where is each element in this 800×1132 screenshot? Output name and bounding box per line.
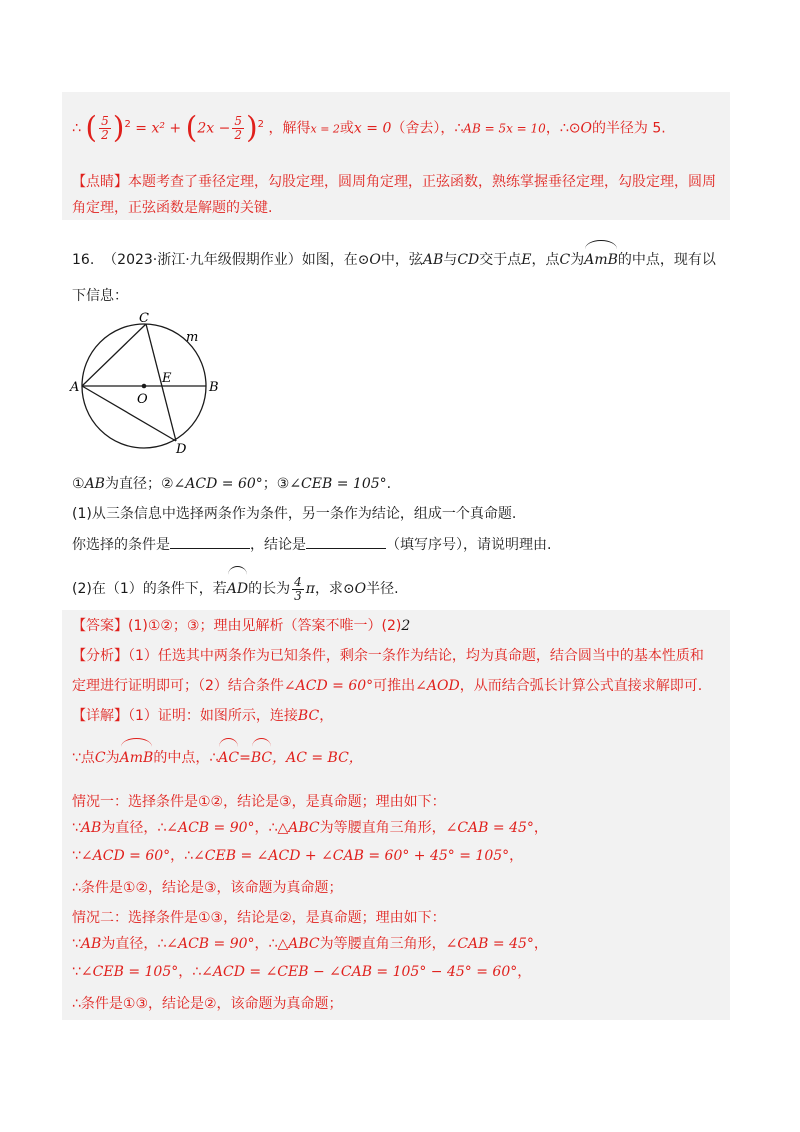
detail-line-2: ∵点C为AmB的中点，∴AC=BC，AC = BC， [72,738,363,772]
segment-ad [82,386,176,441]
case2-line-2: ∵∠CEB = 105°，∴∠ACD = ∠CEB − ∠CAB = 105° − 45° = 60°， [72,964,532,980]
case2-title: 情况二：选择条件是①③，结论是②，是真命题；理由如下： [72,910,446,926]
label-b: B [209,380,219,395]
info-line: ①AB为直径；②∠ACD = 60°；③∠CEB = 105°. [72,476,392,492]
case2-conclusion: ∴条件是①③，结论是②，该命题为真命题； [72,996,343,1012]
segment-ac [82,324,146,386]
chord-cd [146,324,176,441]
comment-line-2: 角定理，正弦函数是解题的关键. [72,200,273,216]
question-2: (2)在（1）的条件下，若AD的长为 $\frac{4}{3}$ π，求⊙O半径. [72,566,399,606]
label-o: O [137,392,148,407]
circle-figure [68,310,228,460]
label-e: E [162,371,172,386]
answer-blank-conclusion[interactable] [306,534,386,549]
label-m: m [186,330,199,345]
case1-conclusion: ∴条件是①②，结论是③，该命题为真命题； [72,880,343,896]
solution-box-main [62,610,730,1020]
analysis-line-2: 定理进行证明即可；（2）结合条件∠ACD = 60°可推出∠AOD，从而结合弧长计算公式直接求解即可. [72,678,703,694]
detail-line-1: 【详解】（1）证明：如图所示，连接BC， [72,708,334,724]
label-a: A [70,380,80,395]
answer-line: 【答案】(1)①②；③；理由见解析（答案不唯一）(2)2 [72,618,411,634]
analysis-line-1: 【分析】（1）任选其中两条作为已知条件，剩余一条作为结论，均为真命题，结合圆当中的基本性质和 [72,648,704,664]
comment-line-1: 【点睛】本题考查了垂径定理，勾股定理，圆周角定理，正弦函数，熟练掌握垂径定理，勾股定理，圆周 [72,174,716,190]
case1-line-1: ∵AB为直径，∴∠ACB = 90°，∴△ABC为等腰直角三角形，∠CAB = 45°， [72,820,548,836]
question-1: (1)从三条信息中选择两条作为条件，另一条作为结论，组成一个真命题. [72,506,517,522]
case1-title: 情况一：选择条件是①②，结论是③，是真命题；理由如下： [72,794,446,810]
label-c: C [139,311,149,326]
problem-16-stem: 16. （2023·浙江·九年级假期作业）如图，在⊙O中，弦AB与CD交于点E，点C为AmB的中点，现有以 [72,240,716,274]
label-d: D [176,442,187,457]
answer-blank-conditions[interactable] [170,534,250,549]
solution-line-radius: ∴ ( $\frac{5}{2}$ )$^2$ = x² + (2x − $\frac{5}{2}$ )$^2$ ，解得x = 2或x = 0（舍去），∴AB = 5x = 10，∴⊙O的半径为 5. [72,110,666,146]
center-point [142,384,147,389]
case1-line-2: ∵∠ACD = 60°，∴∠CEB = ∠ACD + ∠CAB = 60° + 45° = 105°， [72,848,524,864]
case2-line-1: ∵AB为直径，∴∠ACB = 90°，∴△ABC为等腰直角三角形，∠CAB = 45°， [72,936,548,952]
problem-16-stem-2: 下信息： [72,288,128,304]
question-1-fill: 你选择的条件是 ，结论是 （填写序号），请说明理由. [72,534,551,555]
